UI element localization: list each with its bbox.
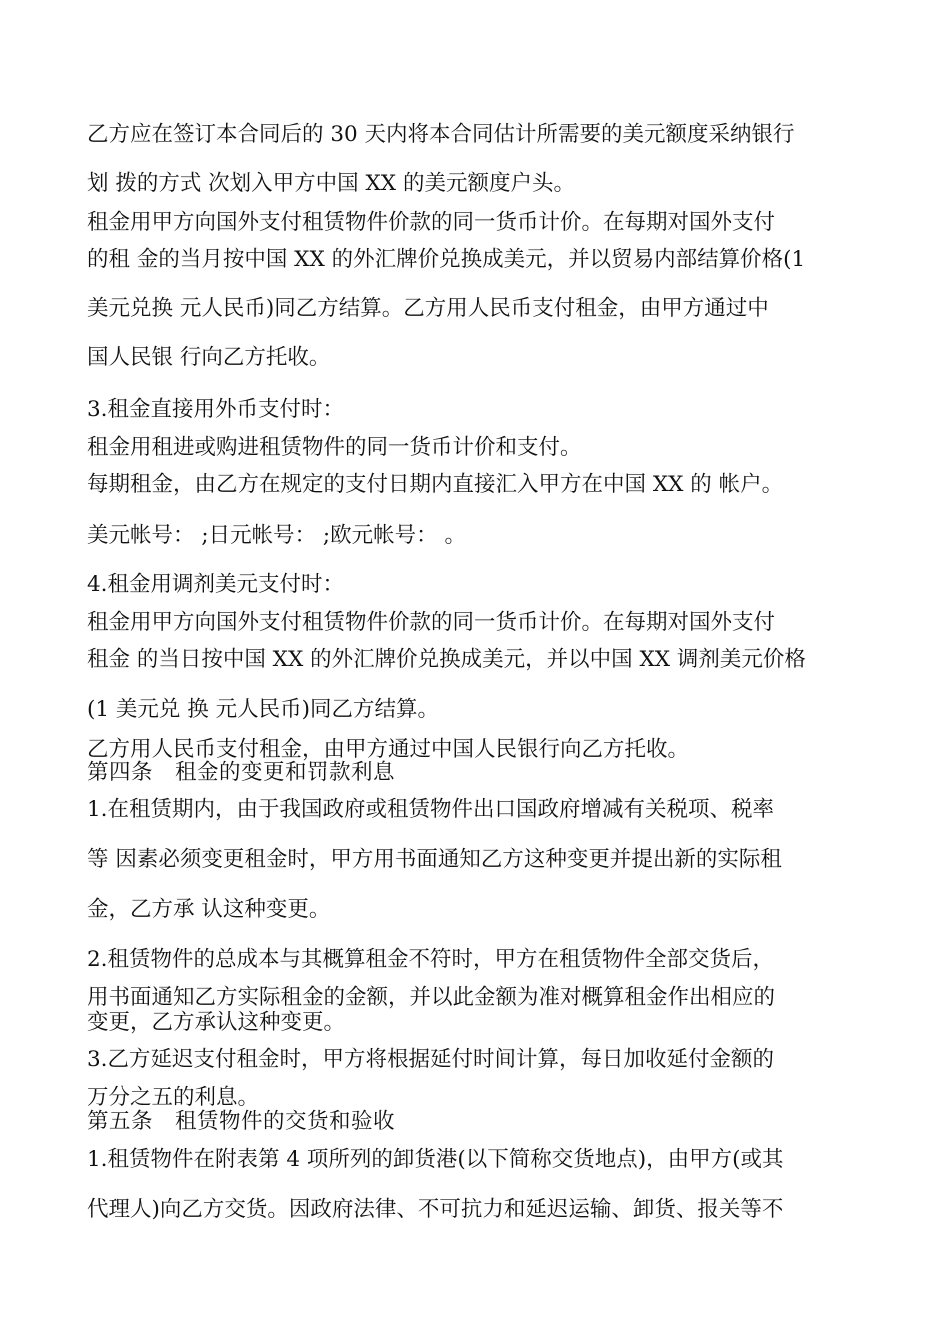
text-line: 美元帐号： ;日元帐号： ;欧元帐号： 。 — [87, 523, 466, 548]
text-line: 1.租赁物件在附表第 4 项所列的卸货港(以下简称交货地点)，由甲方(或其 — [87, 1147, 784, 1172]
text-line: 国人民银 行向乙方托收。 — [87, 345, 331, 370]
text-line: 2.租赁物件的总成本与其概算租金不符时，甲方在租赁物件全部交货后， — [87, 947, 775, 972]
text-line: 万分之五的利息。 — [87, 1085, 260, 1110]
text-line: 1.在租赁期内，由于我国政府或租赁物件出口国政府增减有关税项、税率 — [87, 797, 775, 822]
text-line: 等 因素必须变更租金时，甲方用书面通知乙方这种变更并提出新的实际租 — [87, 847, 782, 872]
text-line: 乙方用人民币支付租金，由甲方通过中国人民银行向乙方托收。 — [87, 737, 690, 762]
text-line: 租金用甲方向国外支付租赁物件价款的同一货币计价。在每期对国外支付 — [87, 610, 776, 635]
text-line: 的租 金的当月按中国 XX 的外汇牌价兑换成美元，并以贸易内部结算价格(1 — [87, 247, 806, 272]
text-line: (1 美元兑 换 元人民币)同乙方结算。 — [87, 697, 439, 722]
text-line: 美元兑换 元人民币)同乙方结算。乙方用人民币支付租金，由甲方通过中 — [87, 296, 769, 321]
article-heading: 第五条 租赁物件的交货和验收 — [87, 1109, 396, 1134]
text-line: 金，乙方承 认这种变更。 — [87, 897, 331, 922]
text-line: 用书面通知乙方实际租金的金额，并以此金额为准对概算租金作出相应的 — [87, 985, 776, 1010]
text-line: 3.乙方延迟支付租金时，甲方将根据延付时间计算，每日加收延付金额的 — [87, 1047, 775, 1072]
text-line: 每期租金，由乙方在规定的支付日期内直接汇入甲方在中国 XX 的 帐户。 — [87, 472, 784, 497]
section-item-heading: 3.租金直接用外币支付时： — [87, 397, 345, 422]
text-line: 变更，乙方承认这种变更。 — [87, 1010, 346, 1035]
text-line: 租金用租进或购进租赁物件的同一货币计价和支付。 — [87, 435, 582, 460]
text-line: 划 拨的方式 次划入甲方中国 XX 的美元额度户头。 — [87, 171, 575, 196]
text-line: 租金 的当日按中国 XX 的外汇牌价兑换成美元，并以中国 XX 调剂美元价格 — [87, 647, 806, 672]
text-line: 乙方应在签订本合同后的 30 天内将本合同估计所需要的美元额度采纳银行 — [87, 122, 795, 147]
article-heading: 第四条 租金的变更和罚款利息 — [87, 760, 396, 785]
section-item-heading: 4.租金用调剂美元支付时： — [87, 572, 345, 597]
text-line: 租金用甲方向国外支付租赁物件价款的同一货币计价。在每期对国外支付 — [87, 210, 776, 235]
text-line: 代理人)向乙方交货。因政府法律、不可抗力和延迟运输、卸货、报关等不 — [87, 1197, 784, 1222]
